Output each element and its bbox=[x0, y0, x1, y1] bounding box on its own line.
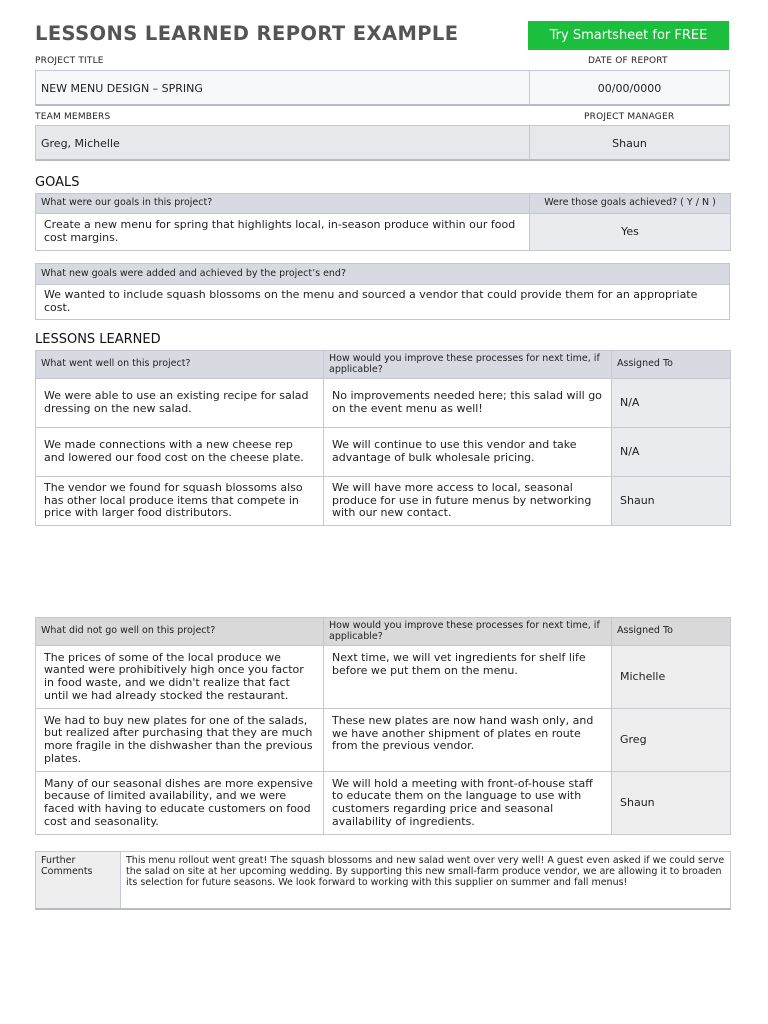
goal-text[interactable]: Create a new menu for spring that highlights local, in-season produce within our food cost margins. bbox=[36, 214, 530, 251]
try-smartsheet-button[interactable]: Try Smartsheet for FREE bbox=[528, 21, 729, 50]
lessons-learned-heading: LESSONS LEARNED bbox=[35, 332, 161, 347]
date-of-report-value[interactable]: 00/00/0000 bbox=[597, 81, 662, 95]
new-goals-table bbox=[35, 263, 730, 320]
project-title-label: PROJECT TITLE bbox=[35, 56, 104, 66]
page-title: LESSONS LEARNED REPORT EXAMPLE bbox=[35, 22, 459, 45]
assigned-to-header: Assigned To bbox=[612, 351, 731, 379]
project-info-row bbox=[35, 70, 730, 106]
went-well-cell[interactable]: The vendor we found for squash blossoms also has other local produce items that compete in price with larger food distributors. bbox=[36, 477, 324, 526]
assigned-to-cell[interactable]: N/A bbox=[612, 428, 731, 477]
did-not-go-well-cell[interactable]: Many of our seasonal dishes are more expensive because of limited availability, and we were faced with having to educate customers on food cost and seasonality. bbox=[36, 772, 324, 835]
improve-cell[interactable]: We will have more access to local, seasonal produce for use in future menus by networking with our new contact. bbox=[324, 477, 612, 526]
improve-header: How would you improve these processes for next time, if applicable? bbox=[324, 618, 612, 646]
improve-cell[interactable]: No improvements needed here; this salad will go on the event menu as well! bbox=[324, 379, 612, 428]
project-manager-label: PROJECT MANAGER bbox=[584, 112, 675, 122]
went-well-table bbox=[35, 350, 731, 526]
assigned-to-cell[interactable]: Michelle bbox=[612, 646, 731, 709]
team-members-label: TEAM MEMBERS bbox=[35, 112, 111, 122]
did-not-go-well-header: What did not go well on this project? bbox=[36, 618, 324, 646]
new-goals-text[interactable]: We wanted to include squash blossoms on the menu and sourced a vendor that could provide them for an appropriate cost. bbox=[36, 285, 730, 320]
went-well-cell[interactable]: We made connections with a new cheese rep and lowered our food cost on the cheese plate. bbox=[36, 428, 324, 477]
new-goals-header: What new goals were added and achieved by the project’s end? bbox=[36, 264, 730, 285]
further-comments-label: Further Comments bbox=[36, 852, 121, 909]
improve-cell[interactable]: These new plates are now hand wash only, and we have another shipment of plates en route from the previous vendor. bbox=[324, 709, 612, 772]
project-manager-value[interactable]: Shaun bbox=[612, 136, 647, 150]
improve-cell[interactable]: We will hold a meeting with front-of-house staff to educate them on the language to use with customers regarding price and seasonal availability of ingredients. bbox=[324, 772, 612, 835]
assigned-to-cell[interactable]: N/A bbox=[612, 379, 731, 428]
goal-achieved-value[interactable]: Yes bbox=[530, 214, 731, 251]
improve-cell[interactable]: Next time, we will vet ingredients for shelf life before we put them on the menu. bbox=[324, 646, 612, 709]
did-not-go-well-cell[interactable]: We had to buy new plates for one of the salads, but realized after purchasing that they are much more fragile in the dishwasher than the previous plates. bbox=[36, 709, 324, 772]
goals-table bbox=[35, 193, 731, 251]
further-comments-text[interactable]: This menu rollout went great! The squash blossoms and new salad went over very well! A guest even asked if we could serve the salad on site at her upcoming wedding. By supporting this new small-farm produce vendor, we are allowing it to broaden its selection for future seasons. We look forward to working with this supplier on summer and fall menus! bbox=[121, 852, 731, 909]
went-well-header: What went well on this project? bbox=[36, 351, 324, 379]
table-row bbox=[36, 709, 731, 772]
assigned-to-cell[interactable]: Shaun bbox=[612, 477, 731, 526]
assigned-to-cell[interactable]: Greg bbox=[612, 709, 731, 772]
assigned-to-cell[interactable]: Shaun bbox=[612, 772, 731, 835]
did-not-go-well-cell[interactable]: The prices of some of the local produce we wanted were prohibitively high once you factor in food waste, and we didn't realize that fact until we had already stocked the restaurant. bbox=[36, 646, 324, 709]
date-of-report-label: DATE OF REPORT bbox=[588, 56, 668, 66]
table-row bbox=[36, 379, 731, 428]
improve-header: How would you improve these processes for next time, if applicable? bbox=[324, 351, 612, 379]
goals-achieved-header: Were those goals achieved? ( Y / N ) bbox=[530, 194, 731, 214]
table-row bbox=[36, 772, 731, 835]
improve-cell[interactable]: We will continue to use this vendor and take advantage of bulk wholesale pricing. bbox=[324, 428, 612, 477]
table-row bbox=[36, 428, 731, 477]
went-well-cell[interactable]: We were able to use an existing recipe for salad dressing on the new salad. bbox=[36, 379, 324, 428]
team-members-value[interactable]: Greg, Michelle bbox=[41, 136, 120, 150]
goals-heading: GOALS bbox=[35, 175, 80, 190]
table-row bbox=[36, 646, 731, 709]
did-not-go-well-table bbox=[35, 617, 731, 835]
further-comments-table bbox=[35, 851, 731, 910]
table-row bbox=[36, 477, 731, 526]
team-info-row bbox=[35, 125, 730, 161]
project-title-value[interactable]: NEW MENU DESIGN – SPRING bbox=[41, 81, 203, 95]
goals-question-header: What were our goals in this project? bbox=[36, 194, 530, 214]
assigned-to-header: Assigned To bbox=[612, 618, 731, 646]
